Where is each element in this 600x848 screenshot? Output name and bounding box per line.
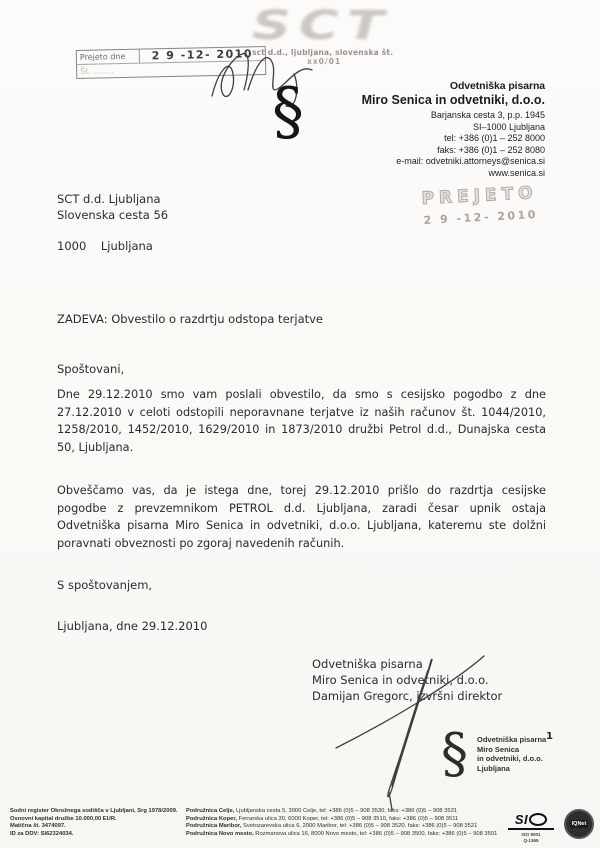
body-paragraph-2: Obveščamo vas, da je istega dne, torej 29.12.2010 prišlo do razdrtja cesijske pogodbe z prevzemnikom PETROL d.d. Ljubljana, zaradi česar upnik ostaja Odvetniška pisarna Miro Senica in odvetniki, d.o.o. Ljubljana, kateremu ste dolžni poravnati obveznosti po zgoraj navedenih računih.: [57, 484, 546, 550]
letterhead-firm-type: Odvetniška pisarna: [449, 80, 545, 92]
received-stamp-label: Prejeto dne: [77, 50, 140, 64]
footer-registry-info: [10, 808, 180, 838]
section-symbol-icon: §: [272, 75, 304, 149]
branch-line: Podružnica Novo mesto, Rozmanova ulica 16, 8000 Novo mesto, tel: +386 (0)5 – 908 3500, faks: +386 (0)5 – 908 3501: [186, 830, 498, 837]
firm-stamp: [441, 722, 547, 785]
recipient-address: [57, 192, 168, 255]
footer-branch-offices: [186, 808, 504, 838]
sct-mark-line2: xx0/01: [307, 57, 342, 66]
iso-line2: Q-1365: [523, 837, 539, 843]
registry-line: Osnovni kapital družbe 10.000,00 EUR.: [10, 815, 117, 822]
signature-person: Damijan Gregorc, izvršni direktor: [312, 688, 503, 703]
sct-mark-line1: sct d.d., ljubljana, slovenska št.: [252, 48, 394, 57]
firm-stamp-line2: Miro Senica: [477, 744, 520, 754]
firm-stamp-line3: in odvetniki, d.o.o.: [477, 754, 543, 763]
salutation: Spoštovani,: [57, 362, 125, 376]
sct-logo: SCT: [252, 3, 392, 49]
closing-phrase: S spoštovanjem,: [57, 578, 153, 592]
recipient-street: Slovenska cesta 56: [57, 207, 169, 222]
prejeto-stamp-word: PREJETO: [421, 182, 539, 210]
letterhead-email: e-mail: odvetniki.attorneys@senica.si: [396, 156, 545, 166]
registry-line: Matična št. 3474097.: [10, 823, 66, 830]
received-stamp-date: 2 9 -12- 2010: [151, 47, 254, 63]
siq-q-mark: [529, 813, 547, 826]
prejeto-stamp: [421, 183, 539, 227]
firm-stamp-line1: Odvetniška pisarna: [477, 735, 547, 744]
subject-line: ZADEVA: Obvestilo o razdrtju odstopa terjatve: [57, 312, 324, 326]
recipient-city: 1000 Ljubljana: [57, 239, 153, 253]
page-number: 1: [546, 731, 553, 742]
letterhead-firm-name: Miro Senica in odvetniki, d.o.o.: [361, 93, 545, 107]
letterhead-faks: faks: +386 (0)1 – 252 8080: [437, 144, 545, 155]
received-stamp-number-row: Št. ........: [80, 66, 114, 76]
letterhead-address1: Barjanska cesta 3, p.p. 1945: [430, 110, 545, 120]
iqnet-label: IQNet: [571, 821, 587, 827]
registry-line: Sodni register Okrožnega sodišča v Ljubljani, Srg 1978/2009.: [10, 808, 178, 814]
letterhead-tel: tel: +386 (0)1 – 252 8000: [444, 133, 545, 143]
body-paragraph-1: Dne 29.12.2010 smo vam poslali obvestilo, da smo s cesijsko pogodbo z dne 27.12.2010 v celoti odstopili neporavnane terjatve iz naših računov št. 1044/2010, 1258/2010, 1452/2010, 1629/2010 in 1873/2010 družbi Petrol d.d., Dunajska cesta 50, Ljubljana.: [57, 388, 546, 454]
siq-logo: [508, 812, 554, 843]
recipient-name: SCT d.d. Ljubljana: [57, 192, 161, 206]
letterhead: [362, 80, 545, 179]
siq-logo-text: SI: [514, 812, 529, 827]
stamp-section-symbol-icon: §: [441, 722, 468, 785]
director-signature: [300, 630, 503, 815]
branch-line: Podružnica Celje, Ljubljanska cesta 5, 3000 Celje, tel: +386 (0)5 – 908 3530, faks: +386 (0)5 – 908 3531: [186, 808, 458, 814]
prejeto-stamp-date: 2 9 -12- 2010: [423, 207, 539, 227]
certification-logos: [508, 806, 596, 846]
iso-line1: ISO 9001: [521, 832, 541, 837]
iqnet-logo: [564, 809, 594, 839]
signature-firm-type: Odvetniška pisarna: [312, 657, 423, 671]
signature-firm-name: Miro Senica in odvetniki, d.o.o.: [312, 672, 489, 687]
branch-line: Podružnica Maribor, Svetozarevska ulica 6, 2000 Maribor, tel: +386 (0)5 – 908 3520, faks: +386 (0)5 – 908 3521: [186, 823, 478, 830]
date-line: Ljubljana, dne 29.12.2010: [57, 619, 208, 633]
firm-stamp-line4: Ljubljana: [477, 763, 510, 773]
registry-line: ID za DDV: SI62324034.: [10, 830, 74, 837]
branch-line: Podružnica Koper, Ferrarska ulica 30, 6000 Koper, tel: +386 (0)5 – 908 3510, faks: +386 (0)5 – 908 3511: [186, 815, 459, 822]
letterhead-web: www.senica.si: [488, 167, 545, 178]
letterhead-address2: SI–1000 Ljubljana: [472, 121, 545, 132]
